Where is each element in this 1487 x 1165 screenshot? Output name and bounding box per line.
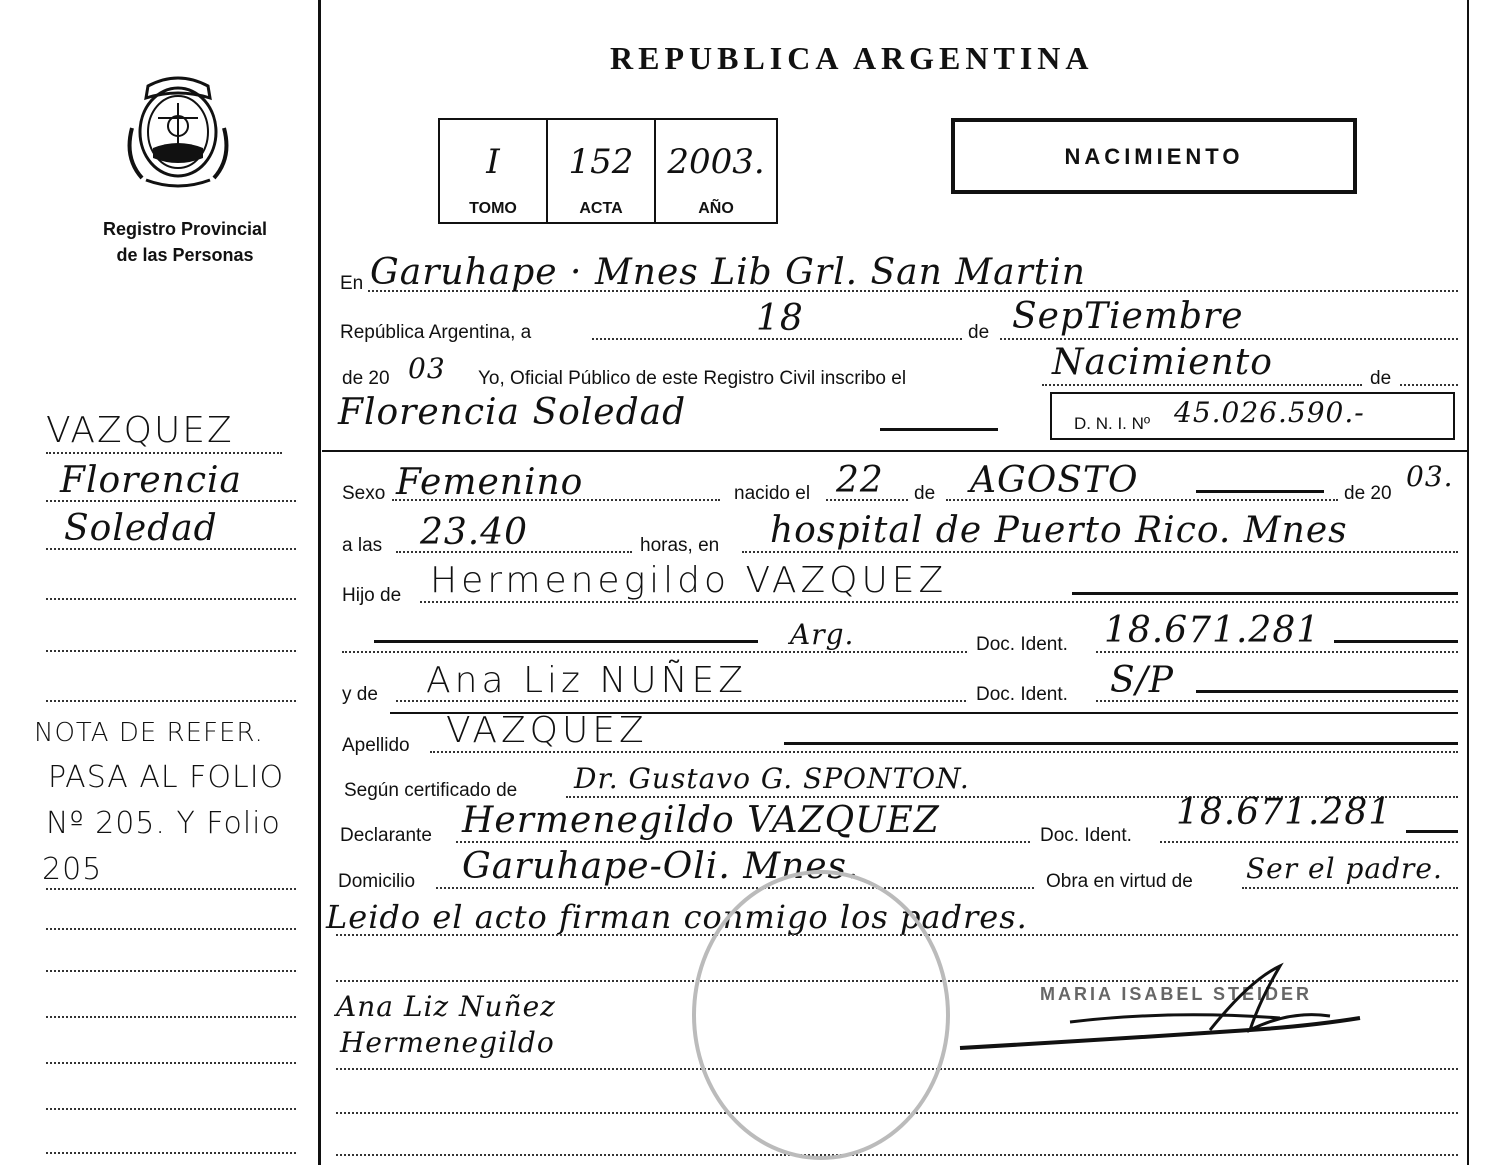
mother-name-value: Ana Liz NUÑEZ [426, 660, 747, 701]
nationality-dots [342, 651, 967, 653]
child-name-value: Florencia Soledad [338, 392, 687, 433]
dni-value: 45.026.590.- [1174, 396, 1365, 429]
y-de-label: y de [342, 684, 378, 705]
tomo-cell [438, 118, 548, 224]
domicilio-dots [436, 887, 1034, 889]
year-prefix: de 20 [342, 368, 390, 389]
apellido-label: Apellido [342, 735, 410, 756]
apellido-value: VAZQUEZ [446, 710, 648, 751]
sexo-label: Sexo [342, 483, 386, 504]
officer-stamp: MARIA ISABEL STEIDER [1040, 984, 1313, 1004]
horas-label: horas, en [640, 535, 720, 556]
father-line [1072, 592, 1458, 595]
margin-line [46, 500, 296, 502]
father-doc-value: 18.671.281 [1104, 610, 1321, 651]
birth-month-value: AGOSTO [970, 460, 1139, 501]
margin-middle-name: Soledad [64, 508, 218, 549]
margin-line [46, 1062, 296, 1064]
year-suffix: 03 [408, 352, 446, 385]
act-type-value: Nacimiento [1052, 342, 1273, 383]
de3-label: de [914, 483, 936, 504]
seal-icon [118, 68, 238, 193]
margin-surname: VAZQUEZ [46, 410, 234, 451]
left-column-rule [318, 0, 321, 1165]
closing-text: Leido el acto firman conmigo los padres. [326, 898, 1028, 936]
nota-line-3: Nº 205. Y Folio [46, 806, 281, 841]
declarante-doc-line [1406, 830, 1458, 833]
act-type-dots [1042, 384, 1362, 386]
time-value: 23.40 [420, 512, 529, 553]
sexo-value: Femenino [396, 462, 584, 503]
acta-cell [546, 118, 656, 224]
child-name-line [880, 428, 998, 431]
mother-doc-line [1196, 690, 1458, 693]
officer-signature-stroke [950, 960, 1370, 1070]
declarante-label: Declarante [340, 825, 432, 846]
margin-line [46, 548, 296, 550]
nota-line-2: PASA AL FOLIO [48, 760, 285, 795]
a-las-label: a las [342, 535, 383, 556]
acta-value: 152 [568, 142, 634, 182]
obra-label: Obra en virtud de [1046, 871, 1193, 892]
apellido-line [784, 742, 1458, 745]
hijo-label: Hijo de [342, 585, 402, 606]
nota-line-4: 205 [42, 852, 103, 887]
margin-line [46, 650, 296, 652]
nacido-label: nacido el [734, 483, 811, 504]
margin-line [46, 598, 296, 600]
page-title: REPUBLICA ARGENTINA [610, 40, 1094, 76]
father-name-value: Hermenegildo VAZQUEZ [430, 560, 948, 601]
margin-line [46, 1016, 296, 1018]
father-doc-dots [1096, 651, 1458, 653]
record-type-label: NACIMIENTO [1064, 144, 1244, 169]
de-label: de [968, 322, 990, 343]
margin-first-name: Florencia [60, 460, 243, 501]
birth-year-suffix: 03. [1406, 460, 1454, 493]
father-doc-line [1334, 640, 1458, 643]
coat-of-arms-seal [118, 68, 238, 193]
father-dots [420, 601, 1458, 603]
obra-dots [1242, 887, 1458, 889]
birth-place-dots [742, 551, 1458, 553]
dni-box [1050, 392, 1455, 440]
dni-label: D. N. I. Nº [1074, 414, 1151, 433]
place-value: Garuhape · Mnes Lib Grl. San Martin [370, 252, 1086, 293]
domicilio-value: Garuhape-Oli. Mnes. [462, 846, 860, 887]
de2-dots [1400, 384, 1458, 386]
father-nationality-value: Arg. [790, 618, 855, 651]
tomo-value: I [486, 142, 500, 182]
certificado-value: Dr. Gustavo G. SPONTON. [574, 762, 970, 795]
segun-label: Según certificado de [344, 780, 518, 801]
ano-value: 2003. [667, 142, 765, 182]
month-dots [1000, 338, 1458, 340]
ano-label: AÑO [698, 200, 734, 217]
right-edge-rule [1467, 0, 1469, 1165]
section-separator [322, 450, 1467, 452]
day-value: 18 [756, 298, 804, 339]
republica-label: República Argentina, a [340, 322, 532, 343]
blank-line [336, 1154, 1458, 1156]
nota-line-1: NOTA DE REFER. [34, 718, 264, 748]
margin-line [46, 1108, 296, 1110]
mother-doc-value: S/P [1110, 660, 1175, 701]
birth-month-line [1196, 490, 1324, 493]
de2-label: de [1370, 368, 1392, 389]
birth-place-value: hospital de Puerto Rico. Mnes [770, 510, 1348, 551]
birth-year-prefix: de 20 [1344, 483, 1392, 504]
margin-line [46, 452, 282, 454]
signature-1: Ana Liz Nuñez [336, 990, 556, 1023]
father-doc-label: Doc. Ident. [976, 634, 1068, 655]
margin-line [46, 888, 296, 890]
registry-stamp [692, 870, 950, 1160]
ano-cell [654, 118, 778, 224]
declarante-dots [456, 841, 1030, 843]
acta-label: ACTA [579, 200, 623, 217]
tomo-label: TOMO [469, 200, 517, 217]
nationality-line [374, 640, 758, 643]
month-value: SepTiembre [1012, 296, 1244, 337]
obra-value: Ser el padre. [1246, 852, 1443, 885]
declarante-doc-label: Doc. Ident. [1040, 825, 1132, 846]
margin-line [46, 700, 296, 702]
mother-doc-label: Doc. Ident. [976, 684, 1068, 705]
declarante-value: Hermenegildo VAZQUEZ [462, 800, 940, 841]
registry-name-line2: de las Personas [116, 245, 254, 265]
signature-2: Hermenegildo [340, 1026, 555, 1059]
domicilio-label: Domicilio [338, 871, 416, 892]
en-label: En [340, 273, 364, 294]
declarante-doc-dots [1160, 841, 1458, 843]
margin-line [46, 1152, 296, 1154]
margin-line [46, 970, 296, 972]
margin-line [46, 928, 296, 930]
apellido-dots [430, 751, 1458, 753]
registry-name [70, 216, 300, 268]
declarante-doc-value: 18.671.281 [1176, 792, 1393, 833]
registry-name-line1: Registro Provincial [102, 219, 268, 239]
record-type-box [951, 118, 1357, 194]
oficial-label: Yo, Oficial Público de este Registro Civil inscribo el [478, 368, 907, 389]
birth-day-value: 22 [836, 460, 884, 501]
